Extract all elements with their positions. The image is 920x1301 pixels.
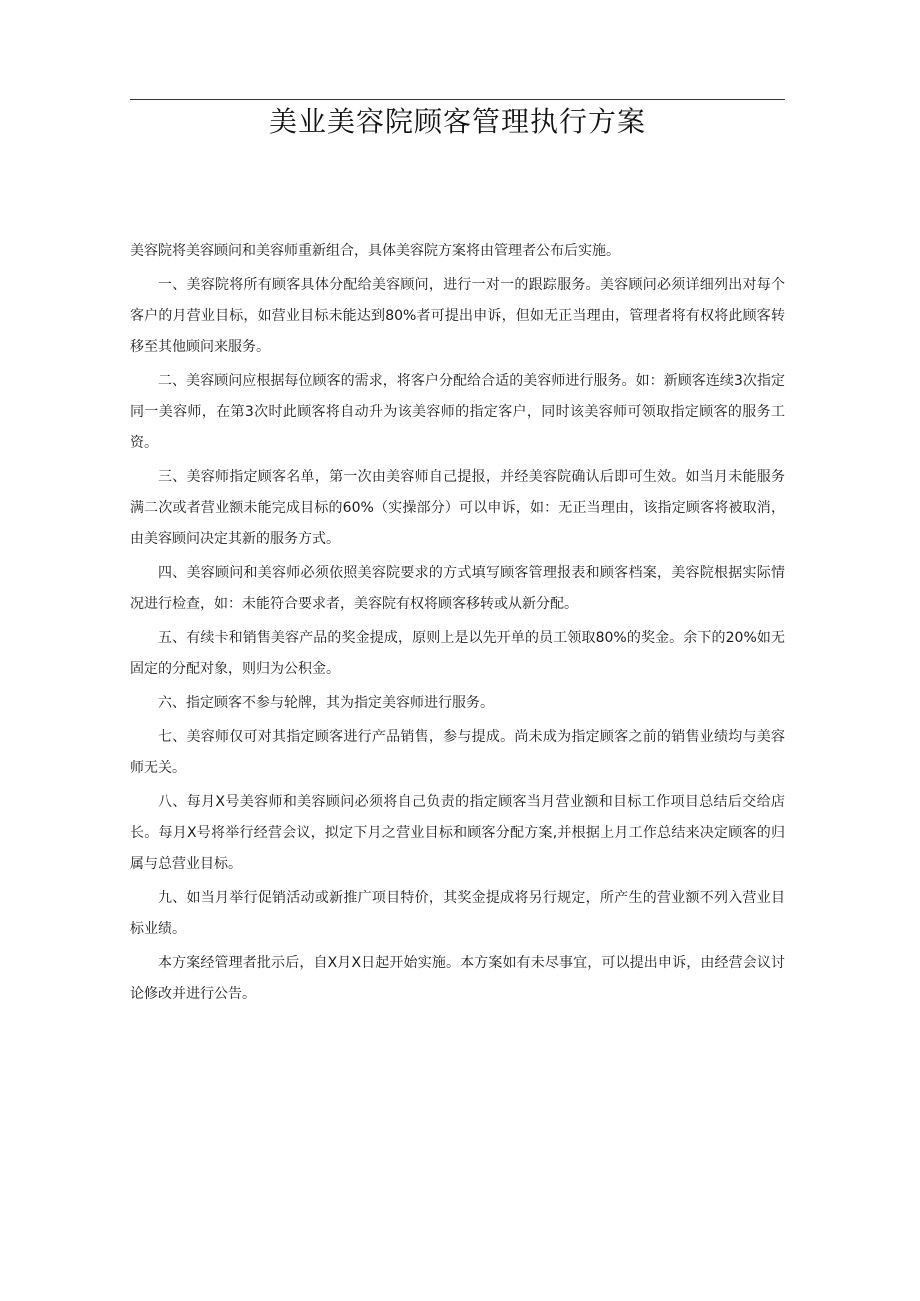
- item-paragraph-3: 三、美容师指定顾客名单，第一次由美容师自己提报，并经美容院确认后即可生效。如当月未能服务满二次或者营业额未能完成目标的60%（实操部分）可以申诉，如：无正当理由，该指定顾客将被取消，由美容顾问决定其新的服务方式。: [130, 469, 785, 547]
- closing-paragraph: 本方案经管理者批示后，自X月X日起开始实施。本方案如有未尽事宜，可以提出申诉，由经营会议讨论修改并进行公告。: [130, 955, 785, 1002]
- item-paragraph-6: 六、指定顾客不参与轮牌，其为指定美容师进行服务。: [158, 695, 494, 711]
- item-paragraph-9: 九、如当月举行促销活动或新推广项目特价，其奖金提成将另行规定，所产生的营业额不列入营业目标业绩。: [130, 890, 785, 937]
- header-rule: [130, 99, 785, 100]
- document-title: 美业美容院顾客管理执行方案: [268, 105, 646, 138]
- item-paragraph-8: 八、每月X号美容师和美容顾问必须将自己负责的指定顾客当月营业额和目标工作项目总结后交给店长。每月X号将举行经营会议，拟定下月之营业目标和顾客分配方案,并根据上月工作总结来决定顾客的归属与总营业目标。: [130, 794, 785, 872]
- document-body: [130, 236, 785, 1010]
- item-paragraph-7: 七、美容师仅可对其指定顾客进行产品销售，参与提成。尚未成为指定顾客之前的销售业绩均与美容师无关。: [130, 729, 785, 776]
- item-paragraph-4: 四、美容顾问和美容师必须依照美容院要求的方式填写顾客管理报表和顾客档案，美容院根据实际情况进行检查，如：未能符合要求者，美容院有权将顾客移转或从新分配。: [130, 565, 785, 612]
- item-paragraph-2: 二、美容顾问应根据每位顾客的需求，将客户分配给合适的美容师进行服务。如：新顾客连续3次指定同一美容师，在第3次时此顾客将自动升为该美容师的指定客户，同时该美容师可领取指定顾客的服务工资。: [130, 373, 785, 451]
- item-paragraph-1: 一、美容院将所有顾客具体分配给美容顾问，进行一对一的跟踪服务。美容顾问必须详细列出对每个客户的月营业目标，如营业目标未能达到80%者可提出申诉，但如无正当理由，管理者将有权将此顾客转移至其他顾问来服务。: [130, 277, 785, 355]
- item-paragraph-5: 五、有续卡和销售美容产品的奖金提成，原则上是以先开单的员工领取80%的奖金。余下的20%如无固定的分配对象，则归为公积金。: [130, 630, 785, 677]
- intro-paragraph: 美容院将美容顾问和美容师重新组合，具体美容院方案将由管理者公布后实施。: [130, 243, 620, 259]
